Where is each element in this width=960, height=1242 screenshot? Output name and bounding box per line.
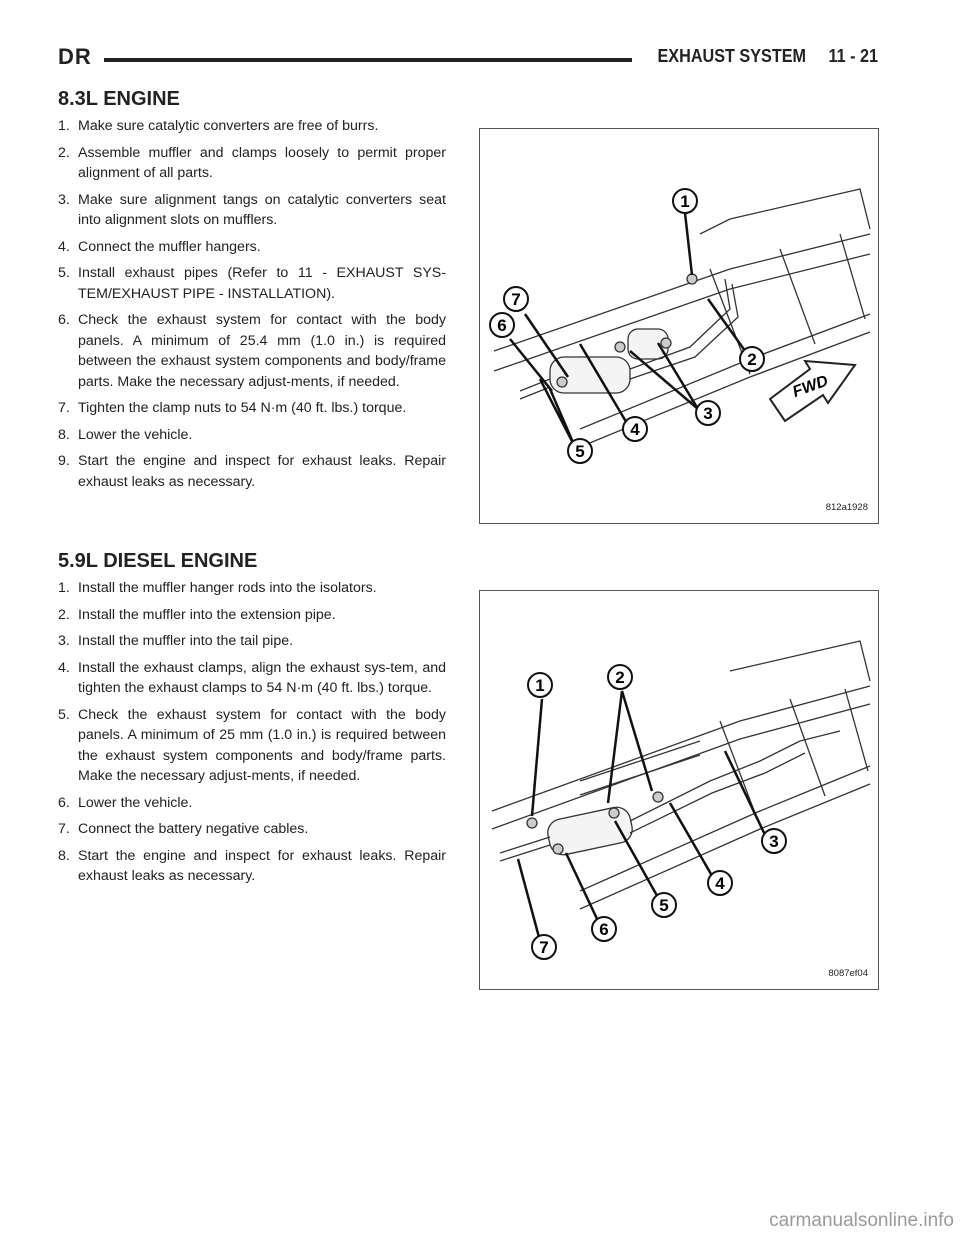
step: 3. Make sure alignment tangs on catalytic converters seat into alignment slots on mufflers. [58,191,446,228]
callout-label: 1 [680,192,690,211]
step: 1. Install the muffler hanger rods into the isolators. [58,580,377,596]
callout-label: 2 [615,668,625,687]
figure-diesel-exhaust [479,590,879,990]
step: 9. Start the engine and inspect for exhaust leaks. Repair exhaust leaks as necessary. [58,453,446,490]
step: 2. Assemble muffler and clamps loosely to permit proper alignment of all parts. [58,144,446,181]
callout-label: 3 [703,404,713,423]
exhaust-illustration [480,591,878,989]
step: 6. Check the exhaust system for contact with the body panels. A minimum of 25.4 mm (1.0 in.) is required between the exhaust system components and body/frame parts. Make the necessary adjust-ments, if needed. [58,312,446,390]
callout-label: 7 [511,290,521,309]
callout-label: 6 [497,316,507,335]
step: 2. Install the muffler into the extension pipe. [58,606,336,623]
page-header [58,44,878,74]
callout-label: 7 [539,938,549,957]
step: 7. Connect the battery negative cables. [58,821,309,837]
callout-label: 3 [769,832,779,851]
step: 8. Start the engine and inspect for exhaust leaks. Repair exhaust leaks as necessary. [58,847,446,884]
callout-label: 5 [659,896,669,915]
figure-code: 812a1928 [825,502,868,513]
step: 5. Install exhaust pipes (Refer to 11 - EXHAUST SYS-TEM/EXHAUST PIPE - INSTALLATION). [58,265,446,302]
callout-label: 6 [599,920,609,939]
exhaust-illustration [480,129,878,523]
section2-heading: 5.9L DIESEL ENGINE [58,550,258,572]
callout-label: 4 [630,420,640,439]
page-number: 11 - 21 [828,46,878,66]
section2-steps [58,578,446,893]
step: 1. Make sure catalytic converters are free of burrs. [58,118,379,134]
step: 4. Install the exhaust clamps, align the exhaust sys-tem, and tighten the exhaust clamps to 54 N·m (40 ft. lbs.) torque. [58,659,446,696]
step: 7. Tighten the clamp nuts to 54 N·m (40 ft. lbs.) torque. [58,400,407,416]
model-code: DR [58,44,92,69]
callout-label: 4 [715,874,725,893]
callout-label: 1 [535,676,545,695]
section1-steps [58,116,446,498]
figure-code: 8087ef04 [828,968,868,979]
callout-label: 5 [575,442,585,461]
callout-label: 2 [747,350,757,369]
header-rule [104,58,632,62]
fwd-label: FWD [790,372,831,401]
step: 4. Connect the muffler hangers. [58,238,261,255]
section1-heading: 8.3L ENGINE [58,88,180,110]
step: 8. Lower the vehicle. [58,426,193,443]
watermark: carmanualsonline.info [769,1210,954,1231]
figure-8-3l-exhaust [479,128,879,524]
section-title: EXHAUST SYSTEM [657,46,806,66]
step: 6. Lower the vehicle. [58,794,193,811]
step: 3. Install the muffler into the tail pipe. [58,633,294,649]
step: 5. Check the exhaust system for contact with the body panels. A minimum of 25 mm (1.0 in.) is required between the exhaust system components and body/frame parts. Make the necessary adjust-ments, if needed. [58,706,446,784]
